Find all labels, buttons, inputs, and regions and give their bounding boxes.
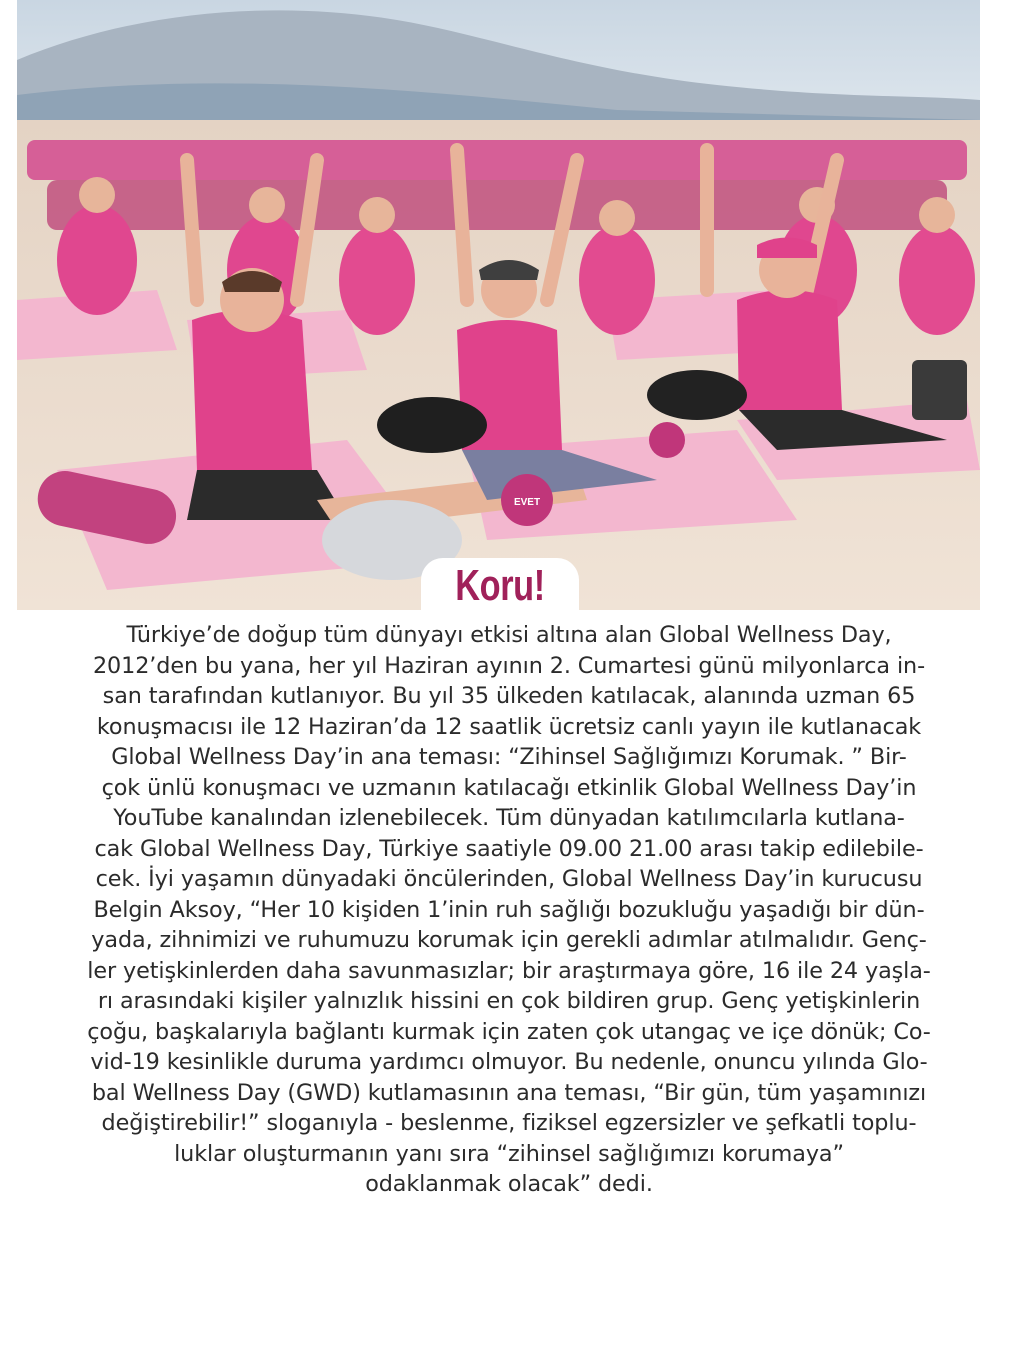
article-line: Global Wellness Day’in ana teması: “Zihinsel Sağlığımızı Korumak. ” Bir- — [111, 744, 907, 770]
headline: Koru! — [455, 561, 545, 610]
article-line: san tarafından kutlanıyor. Bu yıl 35 ülkeden katılacak, alanında uzman 65 — [102, 683, 916, 709]
photo-badge-text: EVET — [513, 497, 541, 508]
article-line: çoğu, başkalarıyla bağlantı kurmak için zaten çok utangaç ve içe dönük; Co- — [87, 1018, 931, 1045]
article-line: yada, zihnimizi ve ruhumuzu korumak için gerekli adımlar atılmalıdır. Genç- — [91, 927, 927, 953]
article-line: Türkiye’de doğup tüm dünyayı etkisi altına alan Global Wellness Day, — [126, 622, 892, 648]
article-line: YouTube kanalından izlenebilecek. Tüm dünyadan katılımcılarla kutlana- — [113, 805, 905, 831]
article-line: 2012’den bu yana, her yıl Haziran ayının 2. Cumartesi günü milyonlarca in- — [92, 652, 926, 679]
hero-photo — [17, 0, 980, 610]
article-line: bal Wellness Day (GWD) kutlamasının ana teması, “Bir gün, tüm yaşamınızı — [91, 1079, 927, 1106]
article-body — [14, 620, 1004, 1200]
article-line: konuşmacısı ile 12 Haziran’da 12 saatlik ücretsiz canlı yayın ile kutlanacak — [96, 713, 922, 740]
article-line: odaklanmak olacak” dedi. — [365, 1171, 653, 1197]
article-line: çok ünlü konuşmacı ve uzmanın katılacağı etkinlik Global Wellness Day’in — [101, 774, 917, 801]
article-line: Belgin Aksoy, “Her 10 kişiden 1’inin ruh sağlığı bozukluğu yaşadığı bir dün- — [93, 896, 925, 923]
article-line: luklar oluşturmanın yanı sıra “zihinsel sağlığımızı korumaya” — [174, 1140, 844, 1167]
article-line: vid-19 kesinlikle duruma yardımcı olmuyor. Bu nedenle, onuncu yılında Glo- — [90, 1049, 928, 1075]
article-line: ler yetişkinlerden daha savunmasızlar; bir araştırmaya göre, 16 ile 24 yaşla- — [87, 957, 931, 984]
article-line: cak Global Wellness Day, Türkiye saatiyle 09.00 21.00 arası takip edilebile- — [94, 835, 924, 862]
article-line: cek. İyi yaşamın dünyadaki öncülerinden, Global Wellness Day’in kurucusu — [95, 866, 923, 892]
article-line: değiştirebilir!” sloganıyla - beslenme, fiziksel egzersizler ve şefkatli toplu- — [101, 1110, 917, 1136]
article-line: rı arasındaki kişiler yalnızlık hissini en çok bildiren grup. Genç yetişkinlerin — [97, 988, 921, 1014]
